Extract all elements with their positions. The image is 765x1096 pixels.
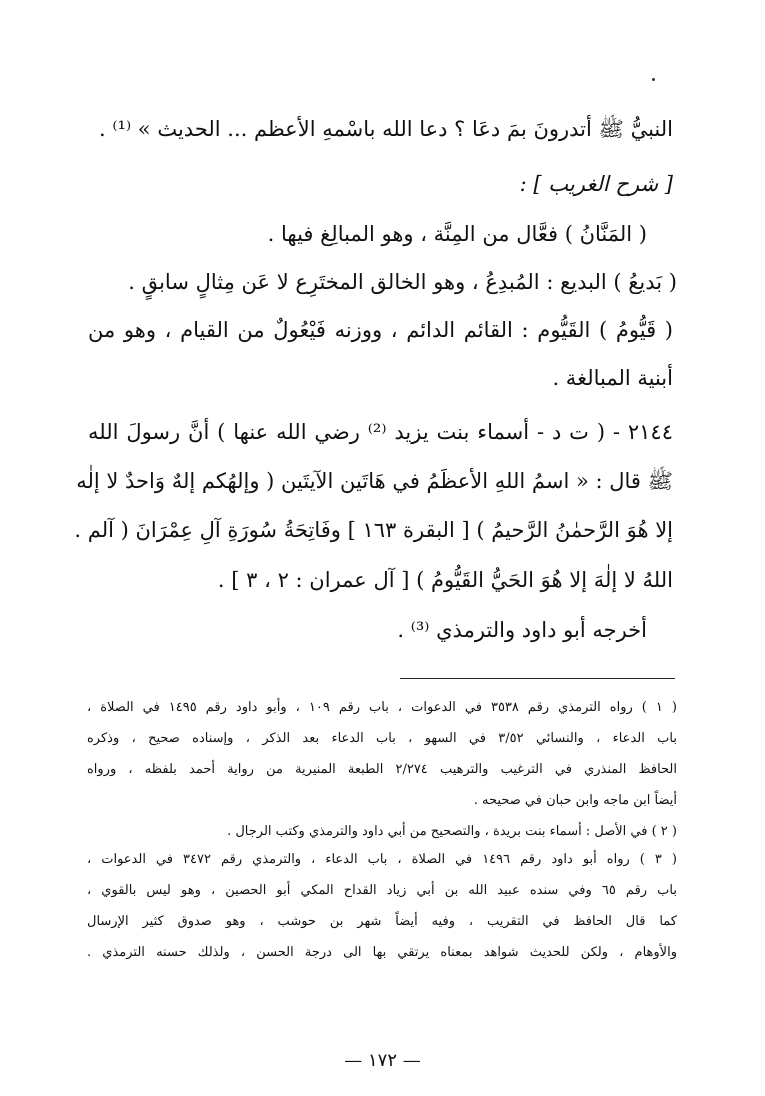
footnote-3-line-4: والأوهام ، ولكن للحديث شواهد بمعناه يرتقي بها الى درجة الحسن ، ولذلك حسنه الترمذي .	[87, 945, 677, 960]
hadith-source: أخرجه أبو داود والترمذي ⁽³⁾ .	[397, 618, 647, 642]
hadith-line-1: ٢١٤٤ - ( ت د - أسماء بنت يزيد ⁽²⁾ رضي الله عنها ) أنَّ رسولَ الله	[88, 420, 673, 444]
footnote-1-line-1: ( ١ ) رواه الترمذي رقم ٣٥٣٨ في الدعوات ، باب رقم ١٠٩ ، وأبو داود رقم ١٤٩٥ في الصلاة ،	[87, 700, 677, 715]
gharib-heading: [ شرح الغريب ] :	[519, 172, 673, 196]
footnote-2: ( ٢ ) في الأصل : أسماء بنت بريدة ، والتصحيح من أبي داود والترمذي وكتب الرجال .	[227, 824, 677, 839]
hadith-line-3: إلا هُوَ الرَّحمٰنُ الرَّحيمُ ) [ البقرة ١٦٣ ] وفَاتِحَةُ سُورَةِ آلِ عِمْرَانَ ( آلم .	[74, 518, 673, 542]
definition-mannan: ( المَنَّانُ ) فعَّال من المِنَّة ، وهو المبالِغ فيها .	[267, 222, 647, 246]
text-line-1: النبيُّ ﷺ أتدرونَ بمَ دعَا ؟ دعا الله باسْمهِ الأعظم ... الحديث » ⁽¹⁾ .	[99, 117, 673, 141]
footnote-3-line-3: كما قال الحافظ في التقريب ، وفيه أيضاً شهر بن حوشب ، وهو صدوق كثير الإرسال	[87, 914, 677, 929]
footnote-3-line-1: ( ٣ ) رواه أبو داود رقم ١٤٩٦ في الصلاة ، باب الدعاء ، والترمذي رقم ٣٤٧٢ في الدعوات ،	[87, 852, 677, 867]
footnote-1-line-2: باب الدعاء ، والنسائي ٣/٥٢ في السهو ، باب الدعاء بعد الذكر ، وإسناده صحيح ، وذكره	[87, 731, 677, 746]
hadith-line-2: ﷺ قال : « اسمُ اللهِ الأعظَمُ في هَاتَين الآيتَين ( وإلهُكم إلهٌ وَاحدٌ لا إلٰه	[76, 469, 673, 493]
definition-badi: ( بَديعُ ) البديع : المُبدِعُ ، وهو الخالق المختَرِع لا عَن مِثالٍ سابقٍ .	[128, 270, 677, 294]
footnote-1-line-4: أيضاً ابن ماجه وابن حبان في صحيحه .	[473, 793, 677, 808]
stray-dot	[652, 78, 655, 81]
footnote-separator	[400, 678, 675, 679]
page-number: — ١٧٢ —	[344, 1050, 421, 1071]
footnote-1-line-3: الحافظ المنذري في الترغيب والترهيب ٢/٢٧٤ الطبعة المنيرية من رواية أحمد بلفظه ، ورواه	[87, 762, 678, 777]
footnote-3-line-2: باب رقم ٦٥ وفي سنده عبيد الله بن أبي زياد القداح المكي أبو الحصين ، وهو ليس بالقوي ،	[87, 883, 677, 898]
definition-qayyum-line-1: ( قَيُّومُ ) القَيُّوم : القائم الدائم ، ووزنه فَيْعُولٌ من القيام ، وهو من	[88, 318, 673, 342]
hadith-line-4: اللهُ لا إلٰهَ إلا هُوَ الحَيُّ القَيُّومُ ) [ آل عمران : ٢ ، ٣ ] .	[217, 568, 673, 592]
definition-qayyum-line-2: أبنية المبالغة .	[552, 366, 673, 390]
